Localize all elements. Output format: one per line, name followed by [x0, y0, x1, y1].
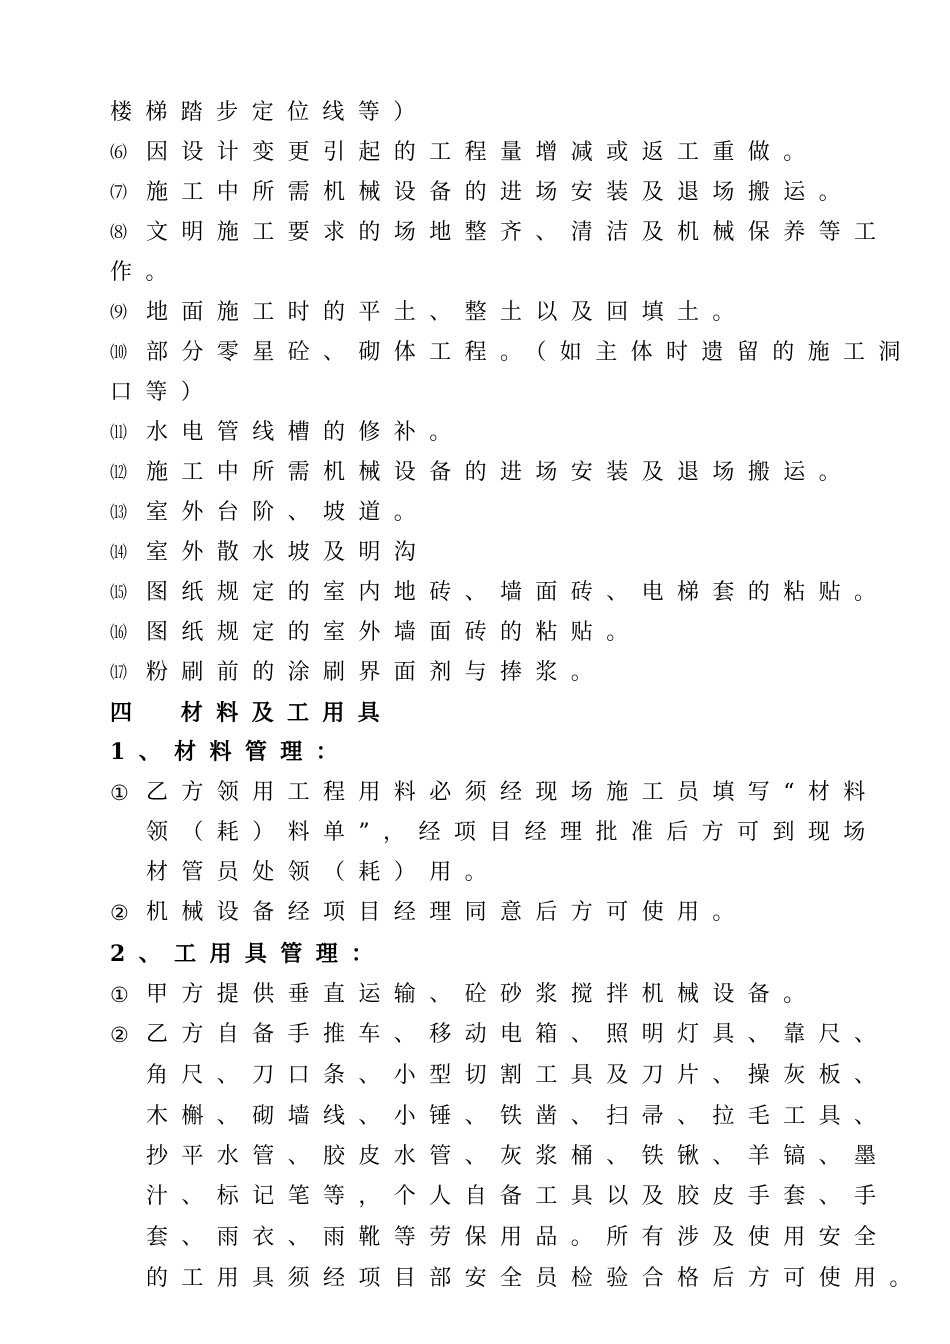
item-continuation: 木槲、砌墙线、小锤、铁凿、扫帚、拉毛工具、	[146, 1104, 890, 1129]
subsection-heading: 1、材料管理：	[110, 739, 352, 765]
item-number: ⑼	[110, 303, 127, 323]
item-number: ⑾	[110, 423, 127, 443]
list-marker: ②	[110, 901, 129, 925]
item-text: 图纸规定的室内地砖、墙面砖、电梯套的粘贴。	[146, 580, 890, 605]
list-marker: ①	[110, 983, 129, 1007]
item-continuation: 角尺、刀口条、小型切割工具及刀片、操灰板、	[146, 1063, 890, 1088]
item-number: ⑺	[110, 183, 127, 203]
text-line: 楼梯踏步定位线等）	[110, 100, 429, 125]
section-heading: 四 材料及工用具	[110, 700, 394, 726]
item-text: 地面施工时的平土、整土以及回填土。	[146, 300, 748, 325]
item-number: ⒃	[110, 623, 127, 643]
item-continuation: 套、雨衣、雨靴等劳保用品。所有涉及使用安全	[146, 1225, 890, 1250]
item-text: 部分零星砼、砌体工程。（如主体时遗留的施工洞	[146, 340, 914, 365]
item-number: ⑿	[110, 463, 127, 483]
item-text: 图纸规定的室外墙面砖的粘贴。	[146, 620, 642, 645]
item-text: 因设计变更引起的工程量增减或返工重做。	[146, 140, 819, 165]
item-continuation: 作。	[110, 260, 181, 285]
item-number: ⒁	[110, 543, 127, 563]
item-text: 乙方领用工程用料必须经现场施工员填写“材料	[146, 780, 879, 805]
item-text: 粉刷前的涂刷界面剂与捧浆。	[146, 660, 607, 685]
item-text: 乙方自备手推车、移动电箱、照明灯具、靠尺、	[146, 1022, 890, 1047]
subsection-heading: 2、工用具管理：	[110, 941, 387, 967]
item-text: 甲方提供垂直运输、砼砂浆搅拌机械设备。	[146, 982, 819, 1007]
item-text: 施工中所需机械设备的进场安装及退场搬运。	[146, 180, 855, 205]
item-continuation: 的工用具须经项目部安全员检验合格后方可使用。	[146, 1266, 925, 1291]
item-number: ⒄	[110, 663, 127, 683]
item-continuation: 材管员处领（耗）用。	[146, 860, 501, 885]
list-marker: ②	[110, 1023, 129, 1047]
item-text: 室外台阶、坡道。	[146, 500, 430, 525]
list-marker: ①	[110, 781, 129, 805]
item-text: 室外散水坡及明沟	[146, 540, 430, 565]
item-text: 施工中所需机械设备的进场安装及退场搬运。	[146, 460, 855, 485]
item-number: ⑽	[110, 343, 127, 363]
item-continuation: 汁、标记笔等，个人自备工具以及胶皮手套、手	[146, 1184, 890, 1209]
item-continuation: 口等）	[110, 380, 217, 405]
item-number: ⒂	[110, 583, 127, 603]
item-text: 文明施工要求的场地整齐、清洁及机械保养等工	[146, 220, 890, 245]
item-continuation: 领（耗）料单”，经项目经理批准后方可到现场	[146, 820, 879, 845]
item-text: 机械设备经项目经理同意后方可使用。	[146, 900, 748, 925]
item-number: ⑹	[110, 143, 127, 163]
item-number: ⒀	[110, 503, 127, 523]
item-number: ⑻	[110, 223, 127, 243]
item-text: 水电管线槽的修补。	[146, 420, 465, 445]
item-continuation: 抄平水管、胶皮水管、灰浆桶、铁锹、羊镐、墨	[146, 1144, 890, 1169]
